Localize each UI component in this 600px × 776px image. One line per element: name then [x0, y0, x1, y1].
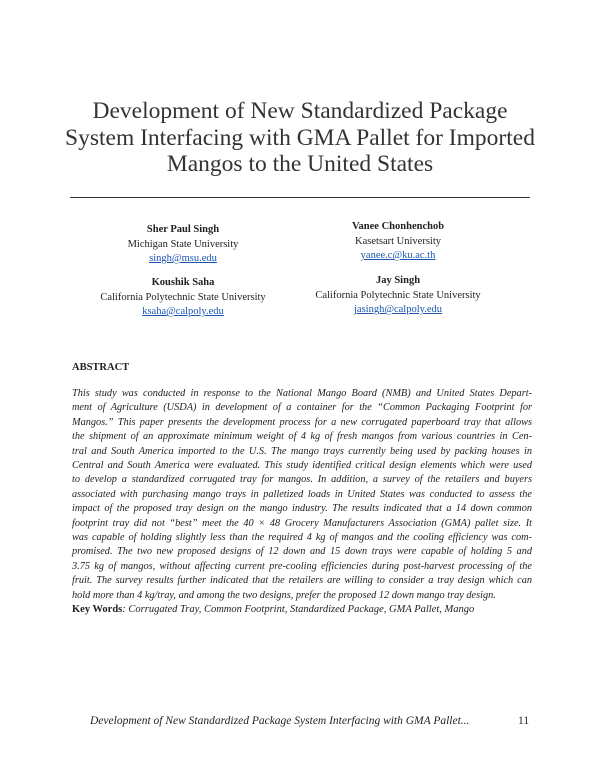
abstract-line: Mangos.” This paper presents the development process for a new corrugated paperboard tray that allows: [72, 416, 532, 428]
author-block: [278, 274, 518, 318]
abstract-line: ment of Agriculture (USDA) in development of a container for the “Common Packaging Footprint for: [72, 402, 532, 414]
author-email-link[interactable]: jasingh@calpoly.edu: [353, 304, 442, 315]
abstract-body: [72, 387, 532, 603]
page-number: 11: [518, 715, 530, 727]
author-name: Jay Singh: [375, 275, 421, 286]
abstract-line: was capable of holding slightly less than the required 4 kg of mangos and the cooling efficiency was com-: [72, 532, 532, 544]
author-name: Sher Paul Singh: [146, 224, 220, 235]
author-affiliation: Michigan State University: [127, 238, 239, 250]
keywords-list: : Corrugated Tray, Common Footprint, Standardized Package, GMA Pallet, Mango: [122, 604, 475, 615]
abstract-line: hold more than 4 kg/tray, and among the two designs, prefer the proposed 12 down mango tray design.: [72, 589, 496, 601]
paper-title: [0, 98, 600, 178]
abstract-line: Central and South America were evaluated. This study identified critical design elements which were used: [72, 460, 532, 472]
author-affiliation: Kasetsart University: [354, 235, 442, 247]
author-email-link[interactable]: ksaha@calpoly.edu: [142, 306, 224, 317]
abstract-line: 3.75 kg of mangos, without affecting current pre-cooling efficiencies during post-harvest processing of the: [72, 560, 532, 572]
author-email-link[interactable]: yanee.c@ku.ac.th: [360, 250, 436, 261]
title-line: System Interfacing with GMA Pallet for Imported: [65, 124, 535, 151]
running-footer: Development of New Standardized Package System Interfacing with GMA Pallet...: [90, 715, 470, 727]
author-name: Koushik Saha: [151, 277, 215, 288]
keywords: [72, 604, 474, 615]
keywords-label: Key Words: [72, 604, 123, 615]
author-block: [63, 223, 303, 267]
abstract-line: impact of the proposed tray design on the mango industry. The results indicated that a 14 down common: [72, 503, 532, 515]
abstract-line: promised. The two new proposed designs of 12 down and 15 down trays were capable of holding 5 and: [72, 546, 532, 558]
abstract-line: This study was conducted in response to the National Mango Board (NMB) and United States Depart-: [72, 388, 532, 399]
title-line: Development of New Standardized Package: [92, 98, 508, 124]
author-email-link[interactable]: singh@msu.edu: [149, 253, 217, 264]
abstract-line: footprint tray did not “best” meet the 40 × 48 Grocery Manufacturers Association (GMA) pallet size. It: [72, 517, 532, 529]
abstract-line: tral and South America imported to the U.S. The mango trays currently being used by packing houses in: [72, 445, 532, 457]
abstract-line: associated with purchasing mango trays in palletized loads in United States was conducted to assess the: [72, 488, 532, 500]
abstract-heading: ABSTRACT: [72, 362, 130, 373]
title-divider: [70, 197, 530, 198]
author-block: [63, 276, 303, 320]
title-line: Mangos to the United States: [166, 151, 434, 177]
author-name: Vanee Chonhenchob: [351, 221, 445, 232]
abstract-line: the shipment of an approximate minimum weight of 4 kg of fresh mangos from various countries in Cen-: [72, 431, 532, 443]
abstract-line: fruit. The survey results further indicated that the retailers are willing to consider a tray design which can: [72, 575, 532, 587]
author-block: [278, 220, 518, 264]
author-affiliation: California Polytechnic State University: [100, 291, 266, 303]
abstract-line: to develop a standardized corrugated tray for mangos. In addition, a survey of the retailers and buyers: [72, 474, 532, 486]
author-affiliation: California Polytechnic State University: [315, 289, 481, 301]
